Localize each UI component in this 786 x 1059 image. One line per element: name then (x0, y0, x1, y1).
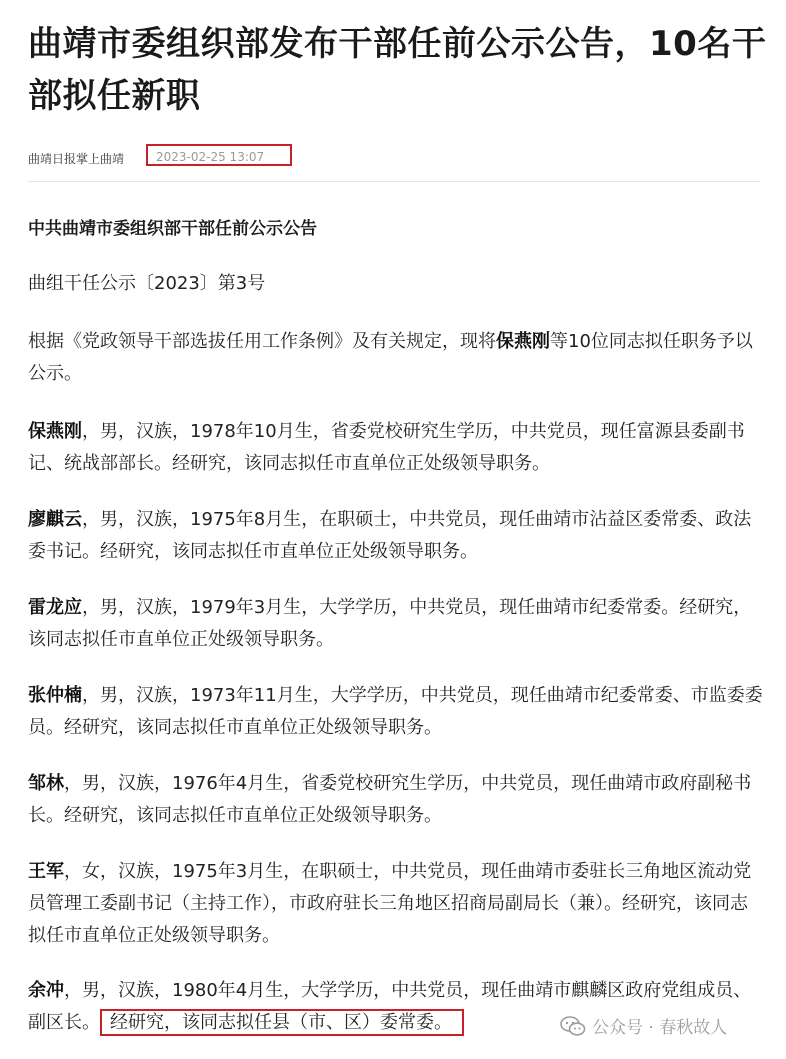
person-name: 保燕刚 (28, 421, 82, 442)
article-meta (28, 150, 265, 168)
meta-divider (28, 181, 760, 182)
person-details: ，男，汉族，1980年4月生，大学学历，中共党员，现任曲靖市麒麟区政府党组成员、副区长。 (28, 980, 752, 1033)
doc-number: 曲组干任公示〔2023〕第3号 (28, 273, 266, 294)
person-details: ，男，汉族，1979年3月生，大学学历，中共党员，现任曲靖市纪委常委。经研究，该同志拟任市直单位正处级领导职务。 (28, 597, 752, 650)
article-source[interactable]: 曲靖日报掌上曲靖 (28, 152, 125, 166)
person-paragraph (28, 592, 763, 656)
publish-date: 2023-02-25 13:07 (146, 144, 292, 166)
person-name: 雷龙应 (28, 597, 82, 618)
person-details: ，男，汉族，1978年10月生，省委党校研究生学历，中共党员，现任富源县委副书记、统战部部长。经研究，该同志拟任市直单位正处级领导职务。 (28, 421, 745, 474)
person-paragraph (28, 504, 763, 568)
notice-heading: 中共曲靖市委组织部干部任前公示公告 (28, 219, 317, 239)
person-name: 张仲楠 (28, 685, 82, 706)
intro-before: 根据《党政领导干部选拔任用工作条例》及有关规定，现将 (28, 331, 496, 352)
person-name: 余冲 (28, 980, 64, 1001)
intro-name: 保燕刚 (496, 331, 550, 352)
person-paragraph (28, 680, 763, 744)
watermark (560, 1013, 727, 1038)
person-name: 王军 (28, 861, 64, 882)
person-details: ，男，汉族，1976年4月生，省委党校研究生学历，中共党员，现任曲靖市政府副秘书长。经研究，该同志拟任市直单位正处级领导职务。 (28, 773, 752, 826)
person-paragraph (28, 768, 763, 832)
person-paragraph (28, 416, 763, 480)
wechat-icon (560, 1016, 586, 1036)
person-details: ，男，汉族，1973年11月生，大学学历，中共党员，现任曲靖市纪委常委、市监委委员。经研究，该同志拟任市直单位正处级领导职务。 (28, 685, 763, 738)
intro-after: 等10位同志拟任职务予以公示。 (28, 331, 753, 384)
watermark-text: 公众号 · 春秋故人 (592, 1018, 728, 1038)
person-details: ，男，汉族，1975年8月生，在职硕士，中共党员，现任曲靖市沾益区委常委、政法委书记。经研究，该同志拟任市直单位正处级领导职务。 (28, 509, 752, 562)
highlighted-conclusion: 经研究，该同志拟任县（市、区）委常委。 (100, 1009, 464, 1036)
article-title: 曲靖市委组织部发布干部任前公示公告，10名干部拟任新职 (28, 24, 767, 116)
intro-paragraph (28, 326, 763, 390)
person-name: 廖麒云 (28, 509, 82, 530)
person-details: ，女，汉族，1975年3月生，在职硕士，中共党员，现任曲靖市委驻长三角地区流动党员管理工委副书记（主持工作），市政府驻长三角地区招商局副局长（兼）。经研究，该同志拟任市直单位正处级领导职务。 (28, 861, 752, 946)
person-paragraph (28, 856, 763, 952)
person-name: 邹林 (28, 773, 64, 794)
